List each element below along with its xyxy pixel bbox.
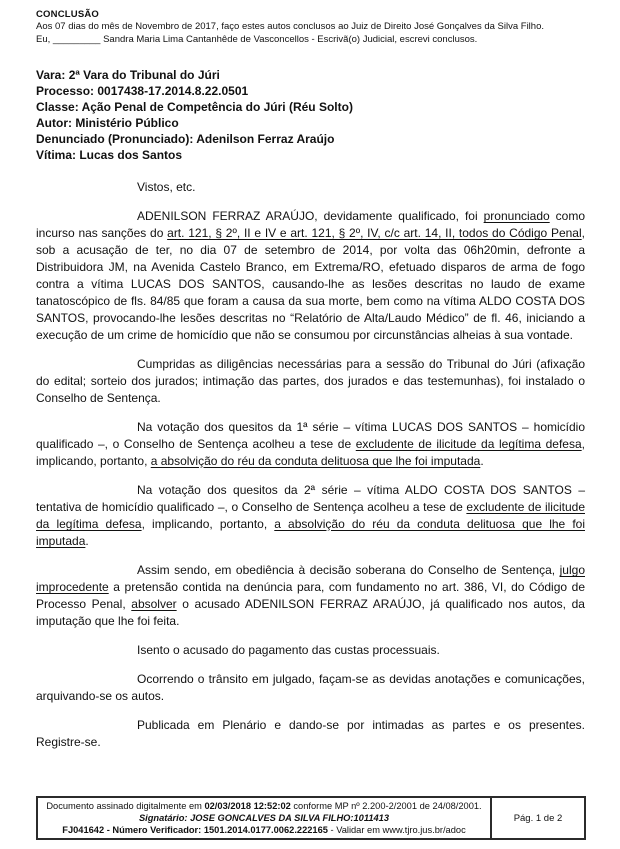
footer-line: [44, 824, 484, 836]
text-run: a absolvição do réu da conduta delituosa que lhe foi imputada: [150, 454, 481, 468]
body-paragraph: [36, 179, 585, 196]
text-run: Na votação dos quesitos da 2ª série – vítima ALDO COSTA DOS SANTOS – tentativa de homicídio qualificado –, o Conselho de Sentença acolheu a tese de: [36, 483, 585, 514]
text-run: pronunciado: [483, 209, 550, 223]
conclusion-title: CONCLUSÃO: [36, 9, 100, 20]
text-run: julgo improcedente: [36, 563, 585, 594]
text-run: a absolvição do réu da conduta delituosa que lhe foi imputada: [36, 517, 585, 548]
document-body: [36, 179, 585, 751]
text-run: Na votação dos quesitos da 1ª série – vítima LUCAS DOS SANTOS – homicídio qualificado –, o Conselho de Sentença acolheu a tese de: [36, 420, 585, 451]
conclusion-text: Aos 07 dias do mês de Novembro de 2017, faço estes autos conclusos ao Juiz de Direito José Gonçalves da Silva Filho. Eu, _________ Sandra Maria Lima Cantanhêde de Vasconcellos - Escrivã(o) Judicial, escrevi conclusos.: [36, 21, 544, 45]
text-run: conforme MP nº 2.200-2/2001 de 24/08/2001.: [290, 801, 482, 811]
conclusion-header: [36, 9, 585, 46]
case-info-line: Vara: 2ª Vara do Tribunal do Júri: [36, 68, 220, 82]
text-run: 02/03/2018 12:52:02: [204, 801, 291, 811]
text-run: Assim sendo, em obediência à decisão soberana do Conselho de Sentença,: [137, 563, 560, 577]
text-run: Ocorrendo o trânsito em julgado, façam-se as devidas anotações e comunicações, arquivando-se os autos.: [36, 672, 585, 703]
text-run: Cumpridas as diligências necessárias para a sessão do Tribunal do Júri (afixação do edital; sorteio dos jurados; intimação das partes, dos jurados e das testemunhas), foi instalado o Conselho de Sentença.: [36, 357, 585, 405]
body-paragraph: [36, 356, 585, 407]
text-run: Documento assinado digitalmente em: [46, 801, 205, 811]
text-run: , implicando, portanto,: [141, 517, 275, 531]
case-info-line: Classe: Ação Penal de Competência do Júri (Réu Solto): [36, 100, 353, 114]
text-run: , sob a acusação de ter, no dia 07 de setembro de 2014, por volta das 06h20min, defronte a Distribuidora JM, na Avenida Castelo Branco, em Extrema/RO, efetuado disparos de arma de fogo contra a vítima LUCAS DOS SANTOS, causando-lhe as lesões descritas no laudo de exame tanatoscópico de fls. 84/85 que foram a causa da sua morte, bem como na vítima ALDO COSTA DOS SANTOS, provocando-lhe lesões descritas no “Relatório de Alta/Laudo Médico” de fl. 46, iniciando a execução de um crime de homicídio que não se consumou por circunstâncias alheias à sua vontade.: [36, 226, 585, 342]
body-paragraph: [36, 419, 585, 470]
case-info: [36, 67, 585, 163]
text-run: .: [480, 454, 484, 468]
text-run: a pretensão contida na denúncia para, com fundamento no art. 386, VI, do Código de Processo Penal,: [36, 580, 585, 611]
body-paragraph: [36, 671, 585, 705]
case-info-line: Processo: 0017438-17.2014.8.22.0501: [36, 84, 249, 98]
text-run: Publicada em Plenário e dando-se por intimadas as partes e os presentes. Registre-se.: [36, 718, 585, 749]
text-run: - Validar em www.tjro.jus.br/adoc: [327, 825, 466, 835]
text-run: Vistos, etc.: [137, 180, 196, 194]
text-run: excludente de ilicitude da legítima defesa: [36, 500, 585, 531]
body-paragraph: [36, 208, 585, 344]
footer-line: [44, 812, 484, 824]
text-run: FJ041642 - Número Verificador: 1501.2014.0177.0062.222165: [62, 825, 328, 835]
text-run: excludente de ilicitude da legítima defesa: [355, 437, 582, 451]
text-run: ADENILSON FERRAZ ARAÚJO, devidamente qualificado, foi: [137, 209, 484, 223]
text-run: Signatário: JOSE GONCALVES DA SILVA FILHO:1011413: [138, 813, 390, 823]
signature-footer: [36, 796, 586, 840]
body-paragraph: [36, 482, 585, 550]
text-run: Isento o acusado do pagamento das custas processuais.: [137, 643, 440, 657]
signature-info: [38, 798, 490, 838]
body-paragraph: [36, 642, 585, 659]
text-run: como incurso nas sanções do: [36, 209, 586, 240]
text-run: .: [85, 534, 89, 548]
case-info-line: Denunciado (Pronunciado): Adenilson Ferraz Araújo: [36, 132, 335, 146]
page-number: Pág. 1 de 2: [490, 798, 584, 838]
text-run: o acusado ADENILSON FERRAZ ARAÚJO, já qualificado nos autos, da imputação que lhe foi feita.: [36, 597, 585, 628]
case-info-line: Autor: Ministério Público: [36, 116, 179, 130]
text-run: art. 121, § 2º, II e IV e art. 121, § 2º, IV, c/c art. 14, II, todos do Código Penal: [167, 226, 582, 240]
footer-line: [44, 800, 484, 812]
case-info-line: Vítima: Lucas dos Santos: [36, 148, 183, 162]
text-run: absolver: [131, 597, 177, 611]
body-paragraph: [36, 717, 585, 751]
text-run: , implicando, portanto,: [36, 437, 585, 468]
body-paragraph: [36, 562, 585, 630]
